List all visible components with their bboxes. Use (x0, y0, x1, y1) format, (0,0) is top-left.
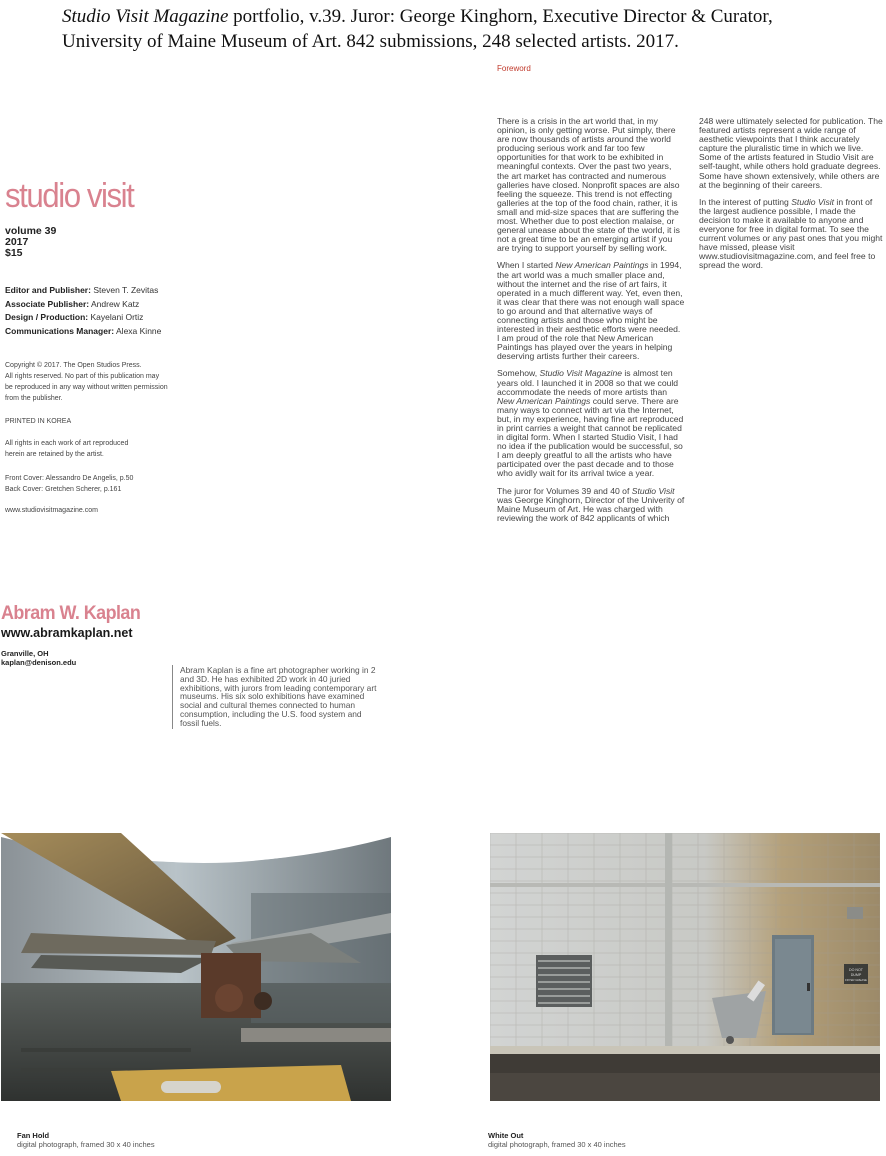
credits-list (5, 284, 161, 338)
artist-contact (1, 649, 76, 667)
foreword-paragraph: In the interest of putting Studio Visit in front of the largest audience possible, I made the decision to make it available to anyone and everyone for free in digital format. To see the current volumes or any past ones that you might have missed, please visit www.studiovisitmagazine.com, and feel free to spread the word. (699, 196, 883, 271)
caption (62, 4, 862, 54)
sign-line-3: FRYER GREASE (845, 978, 867, 982)
artist-bio: Abram Kaplan is a fine art photographer working in 2 and 3D. He has exhibited 2D work in 40 juried exhibitions, with jurors from leading contemporary art museums. His six solo exhibitions have examined social and cultural themes connected to human consumption, including the U.S. food system and fossil fuels. (180, 665, 377, 728)
artist-location: Granville, OH (1, 649, 49, 658)
bio-divider (172, 665, 173, 729)
credit-row: Communications Manager: Alexa Kinne (5, 325, 162, 336)
artist-name: Abram W. Kaplan (1, 602, 141, 624)
printed-in: PRINTED IN KOREA (5, 418, 72, 425)
caption-line-1: portfolio, v.39. Juror: George Kinghorn, Executive Director & Curator, (228, 6, 773, 27)
artist-email: kaplan@denison.edu (1, 658, 77, 667)
foreword-paragraph: 248 were ultimately selected for publication. The featured artists represent a wide range of aesthetic viewpoints that I think accurately capture the pluralistic time in which we live. Some of the artists featured in Studio Visit are self-taught, while others hold graduate degrees. Some have shown extensively, while others are at the beginning of their careers. (699, 116, 883, 190)
foreword-label: Foreword (497, 64, 531, 73)
magazine-title: Studio Visit Magazine (62, 6, 229, 27)
masthead-website: www.studiovisitmagazine.com (5, 507, 98, 514)
rights-notice: All rights in each work of art reproduced herein are retained by the artist. (5, 440, 129, 458)
cover-credits: Front Cover: Alessandro De Angelis, p.50 Back Cover: Gretchen Scherer, p.161 (5, 475, 134, 493)
work-title-1: Fan Hold (17, 1131, 50, 1140)
foreword-paragraph: When I started New American Paintings in 1994, the art world was a much smaller place and, without the internet and the rise of art fairs, it operated in a much different way. Yet, even then, it was clear that there was not enough wall space to go around and that alternative ways of connecting artists and those who might be interested in their aesthetic efforts were needed. I am proud of the role that New American Paintings has played over the years in helping deserving artists further their careers. (497, 260, 685, 362)
foreword-paragraph: The juror for Volumes 39 and 40 of Studio Visit was George Kinghorn, Director of the Univerity of Maine Museum of Art. He was charged with reviewing the work of 842 applicants of which (497, 485, 685, 523)
photo-fan-hold (1, 833, 391, 1101)
credit-row: Design / Production: Kayelani Ortiz (5, 312, 144, 322)
volume-info: volume 39 2017 $15 (5, 225, 57, 259)
foreword-paragraph: There is a crisis in the art world that, in my opinion, is only getting worse. Put simply, there are now thousands of artists around the world producing serious work and far too few opportunities for that work to be exhibited in meaningful contexts. Over the past two years, the art market has contracted and numerous galleries have closed. Nonprofit spaces are also feeling the squeeze. This trend is not effecting galleries at the top of the food chain, rather, it is small and mid-size spaces that are suffering the most. Whether due to post election malaise, or general unease about the state of the world, it is not a great time to be an emerging artist if you are trying to support yourself by selling work. (497, 116, 680, 254)
work-medium-1: digital photograph, framed 30 x 40 inches (17, 1140, 155, 1149)
work-medium-2: digital photograph, framed 30 x 40 inches (488, 1140, 626, 1149)
copyright-notice: Copyright © 2017. The Open Studios Press. All rights reserved. No part of this publication may be reproduced in any way without written permission from the publisher. (5, 362, 168, 402)
foreword-column-2 (699, 117, 885, 279)
caption-line-2: University of Maine Museum of Art. 842 submissions, 248 selected artists. 2017. (62, 31, 679, 52)
foreword-paragraph: Somehow, Studio Visit Magazine is almost ten years old. I launched it in 2008 so that we could accommodate the needs of more artists than New American Paintings could serve. There are many ways to connect with art via the Internet, but, in my experience, having fine art reproduced in print carries a weight that cannot be replicated in digital form. When I started Studio Visit, I had no idea if the publication would be successful, so I am deeply greatful to all the artists who have participated over the past decade and to those who avidly wait for its arrival twice a year. (497, 368, 684, 479)
foreword-column-1 (497, 117, 685, 531)
work-title-2: White Out (488, 1131, 524, 1140)
photo-white-out (490, 833, 880, 1101)
artist-website: www.abramkaplan.net (1, 626, 133, 640)
studio-visit-logo: studio visit (5, 177, 134, 215)
sign-line-1: DO NOT (849, 968, 863, 972)
sign-line-2: DUMP (850, 973, 862, 977)
credit-row: Editor and Publisher: Steven T. Zevitas (5, 285, 159, 295)
credit-row: Associate Publisher: Andrew Katz (5, 298, 140, 309)
